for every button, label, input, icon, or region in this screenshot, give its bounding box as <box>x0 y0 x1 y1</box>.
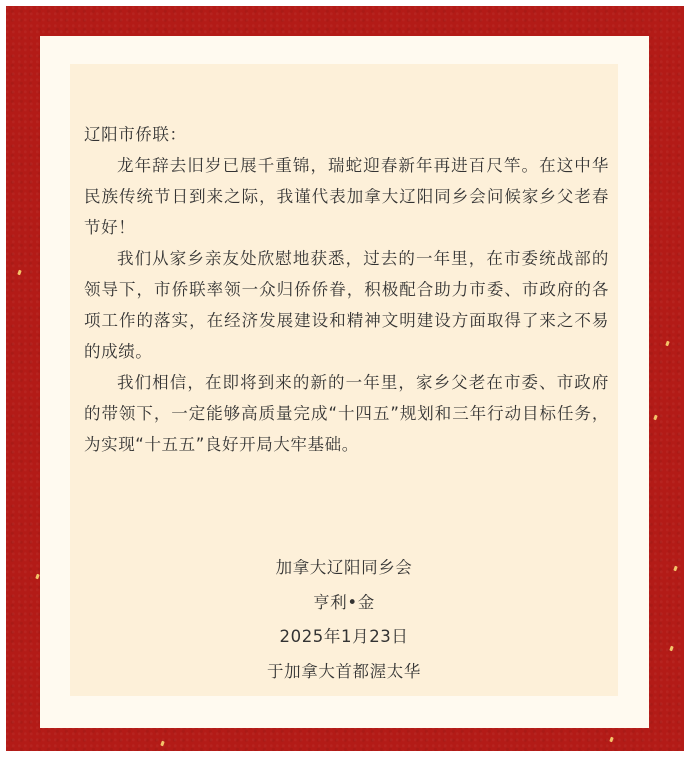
gold-sparkle-decoration <box>653 415 658 421</box>
gold-sparkle-decoration <box>609 737 614 743</box>
letter-paragraph: 我们从家乡亲友处欣慰地获悉，过去的一年里，在市委统战部的领导下，市侨联率领一众归侨侨眷，积极配合助力市委、市政府的各项工作的落实，在经济发展建设和精神文明建设方面取得了来之不易的成绩。 <box>84 249 609 361</box>
letter-body <box>84 119 609 460</box>
signature-date: 2025年1月23日 <box>279 627 409 646</box>
signature-organization: 加拿大辽阳同乡会 <box>275 558 413 577</box>
gold-sparkle-decoration <box>17 270 22 276</box>
letter-paragraph: 龙年辞去旧岁已展千重锦，瑞蛇迎春新年再进百尺竿。在这中华民族传统节日到来之际，我谨代表加拿大辽阳同乡会问候家乡父老春节好！ <box>84 156 609 237</box>
letter-paragraph: 我们相信，在即将到来的新的一年里，家乡父老在市委、市政府的带领下，一定能够高质量完成“十四五”规划和三年行动目标任务，为实现“十五五”良好开局大牢基础。 <box>84 373 609 454</box>
letter-salutation: 辽阳市侨联： <box>84 125 187 144</box>
letter-signature <box>70 551 618 689</box>
gold-sparkle-decoration <box>665 341 670 347</box>
gold-sparkle-decoration <box>669 646 674 652</box>
gold-sparkle-decoration <box>673 566 678 572</box>
signature-name: 亨利•金 <box>313 592 375 612</box>
signature-place: 于加拿大首都渥太华 <box>267 661 421 681</box>
gold-sparkle-decoration <box>160 741 165 747</box>
